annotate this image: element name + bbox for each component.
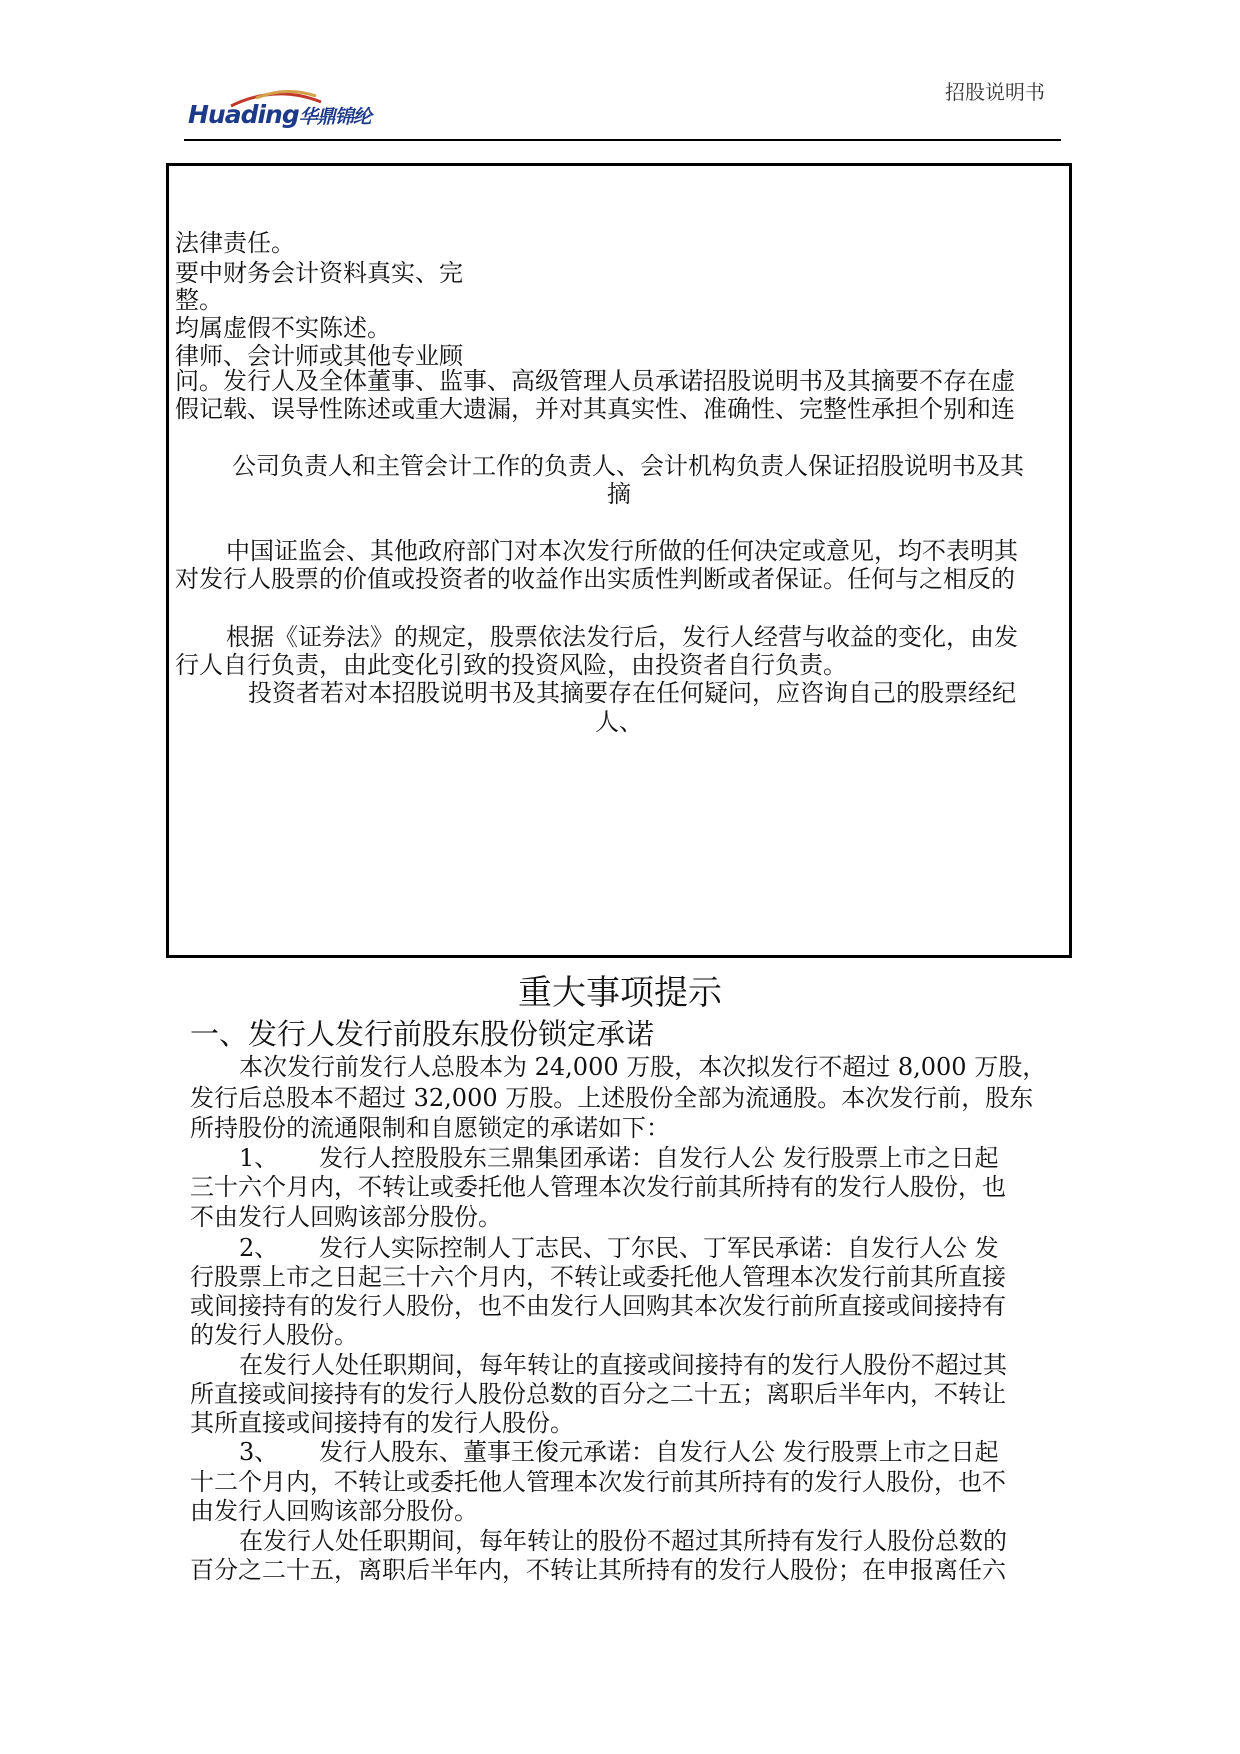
body-line: 2、: [239, 1234, 279, 1262]
logo-text: Huading: [188, 100, 299, 129]
body-line: 1、: [239, 1144, 279, 1172]
body-line: 发行人实际控制人丁志民、丁尔民、丁军民承诺：自发行人公 发: [319, 1234, 999, 1262]
notice-line: 投资者若对本招股说明书及其摘要存在任何疑问，应咨询自己的股票经纪: [248, 679, 1016, 707]
body-line: 在发行人处任职期间，每年转让的股份不超过其所持有发行人股份总数的: [239, 1527, 1007, 1555]
section-heading: 一、发行人发行前股东股份锁定承诺: [190, 1017, 655, 1051]
body-line: 本次发行前发行人总股本为 24,000 万股，本次拟发行不超过 8,000 万股，: [239, 1053, 1047, 1081]
body-line: 在发行人处任职期间，每年转让的直接或间接持有的发行人股份不超过其: [239, 1351, 1007, 1379]
body-line: 百分之二十五，离职后半年内，不转让其所持有的发行人股份；在申报离任六: [190, 1556, 1006, 1584]
page-title: 重大事项提示: [518, 973, 722, 1013]
notice-line: 法律责任。: [175, 229, 295, 257]
notice-line: 根据《证券法》的规定，股票依法发行后，发行人经营与收益的变化，由发: [226, 623, 1018, 651]
body-line: 行股票上市之日起三十六个月内，不转让或委托他人管理本次发行前其所直接: [190, 1263, 1006, 1291]
notice-line: 行人自行负责，由此变化引致的投资风险，由投资者自行负责。: [175, 651, 847, 679]
company-logo: [188, 88, 374, 130]
notice-line: 律师、会计师或其他专业顾: [175, 342, 463, 370]
notice-line: 中国证监会、其他政府部门对本次发行所做的任何决定或意见，均不表明其: [226, 537, 1018, 565]
document-type: 招股说明书: [945, 80, 1045, 104]
header-rule: [184, 139, 1061, 141]
body-line: 发行人控股股东三鼎集团承诺：自发行人公 发行股票上市之日起: [319, 1144, 999, 1172]
body-line: 三十六个月内，不转让或委托他人管理本次发行前其所持有的发行人股份，也: [190, 1173, 1006, 1201]
notice-line: 对发行人股票的价值或投资者的收益作出实质性判断或者保证。任何与之相反的: [175, 565, 1015, 593]
body-line: 所持股份的流通限制和自愿锁定的承诺如下：: [190, 1114, 670, 1142]
logo-wordmark: [188, 100, 371, 129]
body-line: 或间接持有的发行人股份，也不由发行人回购其本次发行前所直接或间接持有: [190, 1292, 1006, 1320]
notice-line: 要中财务会计资料真实、完: [175, 259, 463, 287]
body-line: 十二个月内，不转让或委托他人管理本次发行前其所持有的发行人股份，也不: [190, 1468, 1006, 1496]
notice-line: 假记载、误导性陈述或重大遗漏，并对其真实性、准确性、完整性承担个别和连: [175, 395, 1015, 423]
notice-line: 均属虚假不实陈述。: [175, 314, 391, 342]
notice-line: 整。: [175, 286, 223, 314]
body-line: 所直接或间接持有的发行人股份总数的百分之二十五；离职后半年内，不转让: [190, 1380, 1006, 1408]
body-line: 发行人股东、董事王俊元承诺：自发行人公 发行股票上市之日起: [319, 1438, 999, 1466]
notice-line: 摘: [607, 480, 631, 508]
body-line: 由发行人回购该部分股份。: [190, 1497, 478, 1525]
body-line: 3、: [239, 1438, 279, 1466]
notice-line: 公司负责人和主管会计工作的负责人、会计机构负责人保证招股说明书及其: [232, 452, 1024, 480]
notice-line: 问。发行人及全体董事、监事、高级管理人员承诺招股说明书及其摘要不存在虚: [175, 367, 1015, 395]
body-line: 其所直接或间接持有的发行人股份。: [190, 1409, 574, 1437]
body-line: 发行后总股本不超过 32,000 万股。上述股份全部为流通股。本次发行前，股东: [190, 1084, 1034, 1112]
body-line: 的发行人股份。: [190, 1321, 358, 1349]
notice-line: 人、: [595, 708, 643, 736]
logo-cn-text: 华鼎锦纶: [298, 106, 371, 128]
body-line: 不由发行人回购该部分股份。: [190, 1203, 502, 1231]
